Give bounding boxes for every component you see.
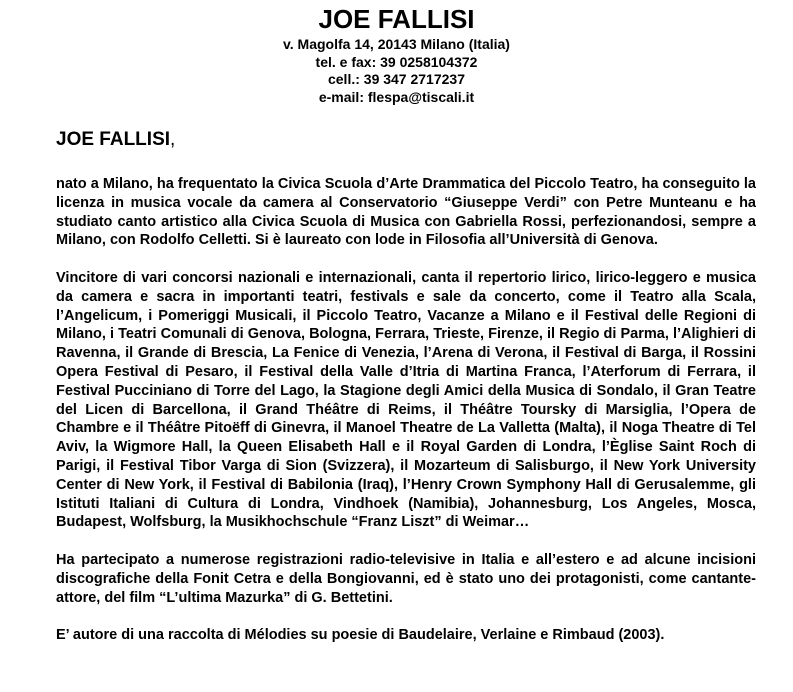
letterhead: [0, 2, 793, 106]
letterhead-name: JOE FALLISI: [318, 4, 475, 34]
address-line: v. Magolfa 14, 20143 Milano (Italia): [283, 36, 510, 52]
biography: [56, 127, 756, 664]
cell-line: cell.: 39 347 2717237: [327, 71, 465, 87]
bio-paragraph-career: Vincitore di vari concorsi nazionali e internazionali, canta il repertorio lirico, lirico-leggero e musica da camera e sacra in importanti teatri, festivals e sale da concerto, come il Teatro alla Scala, l’Angelicum, i Pomeriggi Musicali, il Piccolo Teatro, Vacanze a Milano e il Festival delle Regioni di Milano, i Teatri Comunali di Genova, Bologna, Ferrara, Trieste, Firenze, il Regio di Parma, l’Alighieri di Ravenna, il Grande di Brescia, La Fenice di Venezia, l’Arena di Verona, il Festival di Barga, il Rossini Opera Festival di Pesaro, il Festival della Valle d’Itria di Martina Franca, l’Aterforum di Ferrara, il Festival Pucciniano di Torre del Lago, la Stagione degli Amici della Musica di Sondalo, il Gran Teatre del Licen di Barcellona, il Grand Théâtre di Reims, il Théâtre Toursky di Marsiglia, l’Opera de Chambre e il Théâtre Pitoëff di Ginevra, il Manoel Theatre de La Valletta (Malta), il Noga Theatre di Tel Aviv, la Wigmore Hall, la Queen Elisabeth Hall e il Royal Garden di Londra, l’Èglise Saint Roch di Parigi, il Festival Tibor Varga di Sion (Svizzera), il Mozarteum di Salisburgo, il New York University Center di New York, il Festival di Babilonia (Iraq), l’Henry Crown Symphony Hall di Gerusalemme, gli Istituti Italiani di Cultura di Londra, Vindhoek (Namibia), Johannesburg, Los Angeles, Mosca, Budapest, Wolfsburg, la Musikhochschule “Franz Liszt” di Weimar…: [56, 269, 756, 531]
bio-heading: [56, 127, 756, 153]
tel-fax-line: tel. e fax: 39 0258104372: [315, 53, 478, 70]
bio-paragraph-compositions: E’ autore di una raccolta di Mélodies su poesie di Baudelaire, Verlaine e Rimbaud (2003).: [56, 627, 665, 644]
email-line: e-mail: flespa@tiscali.it: [318, 88, 475, 105]
bio-heading-name: JOE FALLISI: [56, 129, 171, 150]
bio-heading-comma: ,: [170, 129, 176, 150]
bio-paragraph-education: nato a Milano, ha frequentato la Civica Scuola d’Arte Drammatica del Piccolo Teatro, ha conseguito la licenza in musica vocale da camera al Conservatorio “Giuseppe Verdi” con Petre Munteanu e ha studiato canto artistico alla Civica Scuola di Musica con Gabriella Rossi, perfezionandosi, sempre a Milano, con Rodolfo Celletti. Si è laureato con lode in Filosofia all’Università di Genova.: [56, 176, 756, 249]
bio-paragraph-recordings: Ha partecipato a numerose registrazioni radio-televisive in Italia e all’estero e ad alcune incisioni discografiche della Fonit Cetra e della Bongiovanni, ed è stato uno dei protagonisti, come cantante-attore, del film “L’ultima Mazurka” di G. Bettetini.: [56, 551, 756, 606]
